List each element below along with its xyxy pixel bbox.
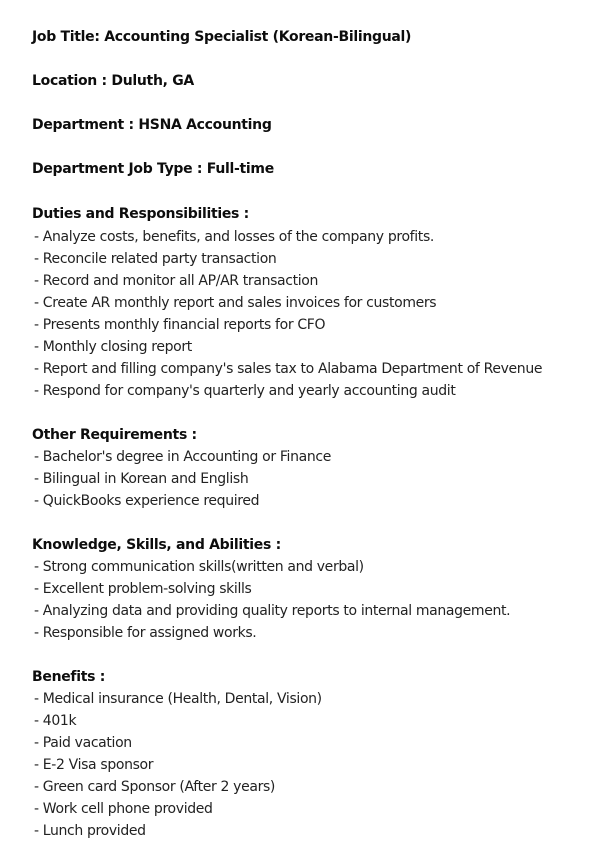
section-heading: Knowledge, Skills, and Abilities : xyxy=(32,537,281,553)
list-item: - E-2 Visa sponsor xyxy=(34,757,154,773)
list-item: - Bachelor's degree in Accounting or Finance xyxy=(34,449,331,465)
job-title: Job Title: Accounting Specialist (Korean-Bilingual) xyxy=(32,29,412,45)
list-item: - Medical insurance (Health, Dental, Vision) xyxy=(34,691,322,707)
list-item: - Monthly closing report xyxy=(34,339,192,355)
list-item: - Record and monitor all AP/AR transaction xyxy=(34,273,319,289)
list-item: - Analyze costs, benefits, and losses of the company profits. xyxy=(34,229,434,245)
list-item: - Responsible for assigned works. xyxy=(34,625,257,641)
list-item: - Presents monthly financial reports for CFO xyxy=(34,317,326,333)
list-item: - Work cell phone provided xyxy=(34,801,213,817)
list-item: - Excellent problem-solving skills xyxy=(34,581,252,597)
list-item: - Respond for company's quarterly and yearly accounting audit xyxy=(34,383,456,399)
list-item: - QuickBooks experience required xyxy=(34,493,260,509)
list-item: - Reconcile related party transaction xyxy=(34,251,277,267)
section-heading: Other Requirements : xyxy=(32,427,197,443)
list-item: - Strong communication skills(written and verbal) xyxy=(34,559,364,575)
list-item: - Paid vacation xyxy=(34,735,132,751)
section-heading: Benefits : xyxy=(32,669,106,685)
list-item: - Green card Sponsor (After 2 years) xyxy=(34,779,276,795)
list-item: - Bilingual in Korean and English xyxy=(34,471,249,487)
list-item: - Analyzing data and providing quality reports to internal management. xyxy=(34,603,511,619)
list-item: - Lunch provided xyxy=(34,823,146,839)
list-item: - Create AR monthly report and sales invoices for customers xyxy=(34,295,437,311)
list-item: - Report and filling company's sales tax to Alabama Department of Revenue xyxy=(34,361,543,377)
job-location: Location : Duluth, GA xyxy=(32,73,194,89)
section-heading: Duties and Responsibilities : xyxy=(32,206,249,222)
job-type: Department Job Type : Full-time xyxy=(32,161,274,177)
list-item: - 401k xyxy=(34,713,77,729)
job-department: Department : HSNA Accounting xyxy=(32,117,272,133)
